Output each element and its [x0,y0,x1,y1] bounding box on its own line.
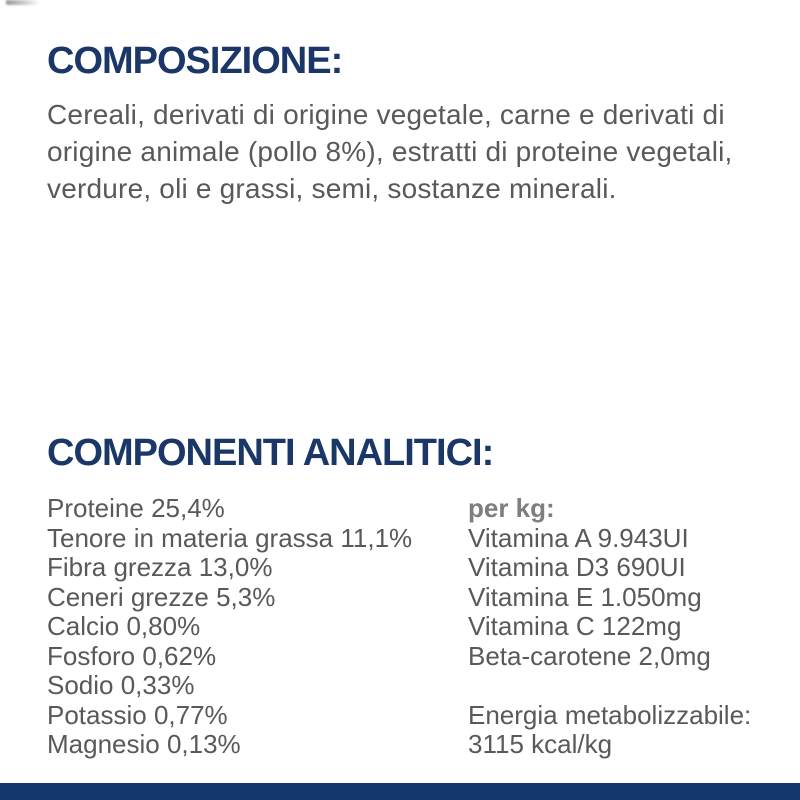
vitamin-a: Vitamina A 9.943UI [468,522,689,553]
composition-body-text: Cereali, derivati di origine vegetale, carne e derivati di origine animale (pollo 8%), estratti di proteine vegetali, verdure, oli e grassi, semi, sostanze minerali. [47,99,733,204]
vitamin-d3: Vitamina D3 690UI [468,552,686,582]
per-kg-list [468,494,787,760]
per-kg-label: per kg: [468,493,555,523]
energy-value: 3115 kcal/kg [468,729,613,759]
vitamin-e: Vitamina E 1.050mg [468,581,702,612]
corner-artifact [6,0,40,5]
components-list [47,494,468,760]
component-phosphorus: Fosforo 0,62% [47,640,217,671]
analytical-columns [47,494,787,760]
component-magnesium: Magnesio 0,13% [47,729,241,759]
beta-carotene: Beta-carotene 2,0mg [468,640,711,671]
composition-heading: COMPOSIZIONE: [47,40,343,82]
vitamin-c: Vitamina C 122mg [468,611,682,641]
component-fibre: Fibra grezza 13,0% [47,552,273,582]
component-fat: Tenore in materia grassa 11,1% [47,522,413,553]
energy-label: Energia metabolizzabile: [468,699,752,730]
component-ash: Ceneri grezze 5,3% [47,581,276,612]
component-calcium: Calcio 0,80% [47,611,201,641]
component-sodium: Sodio 0,33% [47,670,195,700]
analytical-components-heading: COMPONENTI ANALITICI: [47,432,494,474]
component-protein: Proteine 25,4% [47,493,225,523]
component-potassium: Potassio 0,77% [47,699,228,730]
footer-navy-bar [0,783,800,800]
energy-block [468,701,787,760]
